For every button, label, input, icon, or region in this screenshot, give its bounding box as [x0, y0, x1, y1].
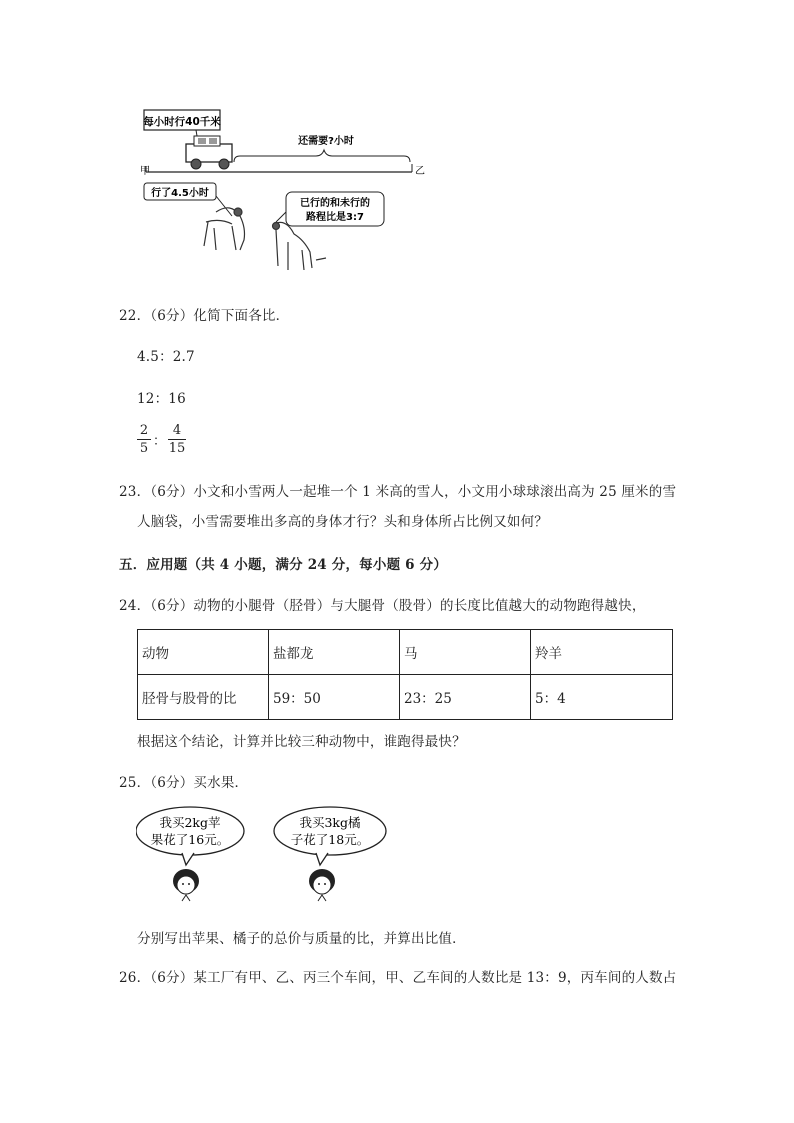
- dog1-speech: 行了4.5小时: [151, 188, 209, 199]
- q23-line1: 23．（6分）小文和小雪两人一起堆一个 1 米高的雪人，小文用小球球滚出高为 25 厘米的雪: [119, 484, 677, 500]
- q26-line1: 26．（6分）某工厂有甲、乙、丙三个车间，甲、乙车间的人数比是 13：9，丙车间的人数占: [119, 970, 677, 986]
- q23-line2: 人脑袋，小雪需要堆出多高的身体才行？头和身体所占比例又如何？: [137, 514, 548, 530]
- table-cell: 5：4: [531, 675, 673, 720]
- table-header-cell: 动物: [138, 630, 269, 675]
- point-a-label: 甲: [140, 166, 150, 177]
- q22-title: 22．（6分）化简下面各比．: [119, 308, 290, 324]
- dog-icon: [273, 222, 327, 270]
- animal-ratio-table: [137, 629, 673, 720]
- dog-icon: [204, 208, 245, 250]
- table-row: [138, 675, 673, 720]
- remaining-label: 还需要?小时: [298, 136, 354, 147]
- point-b-label: 乙: [415, 166, 425, 177]
- q25-title: 25．（6分）买水果．: [119, 775, 249, 791]
- travel-illustration: [136, 100, 426, 275]
- frac2-denominator: 15: [168, 441, 186, 456]
- fruit-illustration: [136, 805, 396, 905]
- speed-label: 每小时行40千米: [143, 116, 221, 128]
- dog2-speech-line2: 路程比是3:7: [306, 212, 364, 223]
- frac-separator: ：: [153, 434, 167, 449]
- girl-icon: [309, 869, 335, 901]
- bubble1-line1: 我买2kg苹: [159, 815, 221, 830]
- table-header-cell: 羚羊: [531, 630, 673, 675]
- bubble2-line2: 子花了18元。: [290, 832, 370, 847]
- q22-item3-fraction: [137, 424, 186, 455]
- bubble2-line1: 我买3kg橘: [299, 815, 361, 830]
- q24-title: 24．（6分）动物的小腿骨（胫骨）与大腿骨（股骨）的长度比值越大的动物跑得越快，: [119, 598, 646, 614]
- table-cell: 59：50: [269, 675, 400, 720]
- girl-icon: [173, 869, 199, 901]
- q24-question: 根据这个结论，计算并比较三种动物中，谁跑得最快？: [137, 734, 466, 750]
- table-header-cell: 马: [400, 630, 531, 675]
- frac1-denominator: 5: [139, 441, 149, 456]
- bubble1-line2: 果花了16元。: [150, 832, 230, 847]
- q22-item1: 4.5：2.7: [137, 349, 195, 365]
- table-row: [138, 630, 673, 675]
- table-cell: 胫骨与股骨的比: [138, 675, 269, 720]
- section5-title: 五．应用题（共 4 小题，满分 24 分，每小题 6 分）: [119, 557, 448, 573]
- frac2-numerator: 4: [172, 423, 182, 438]
- dog2-speech-line1: 已行的和未行的: [300, 198, 370, 209]
- car-icon: [186, 136, 232, 169]
- frac1-numerator: 2: [139, 423, 149, 438]
- table-cell: 23：25: [400, 675, 531, 720]
- q22-item2: 12：16: [137, 391, 186, 407]
- table-header-cell: 盐都龙: [269, 630, 400, 675]
- q25-question: 分别写出苹果、橘子的总价与质量的比，并算出比值．: [137, 931, 466, 947]
